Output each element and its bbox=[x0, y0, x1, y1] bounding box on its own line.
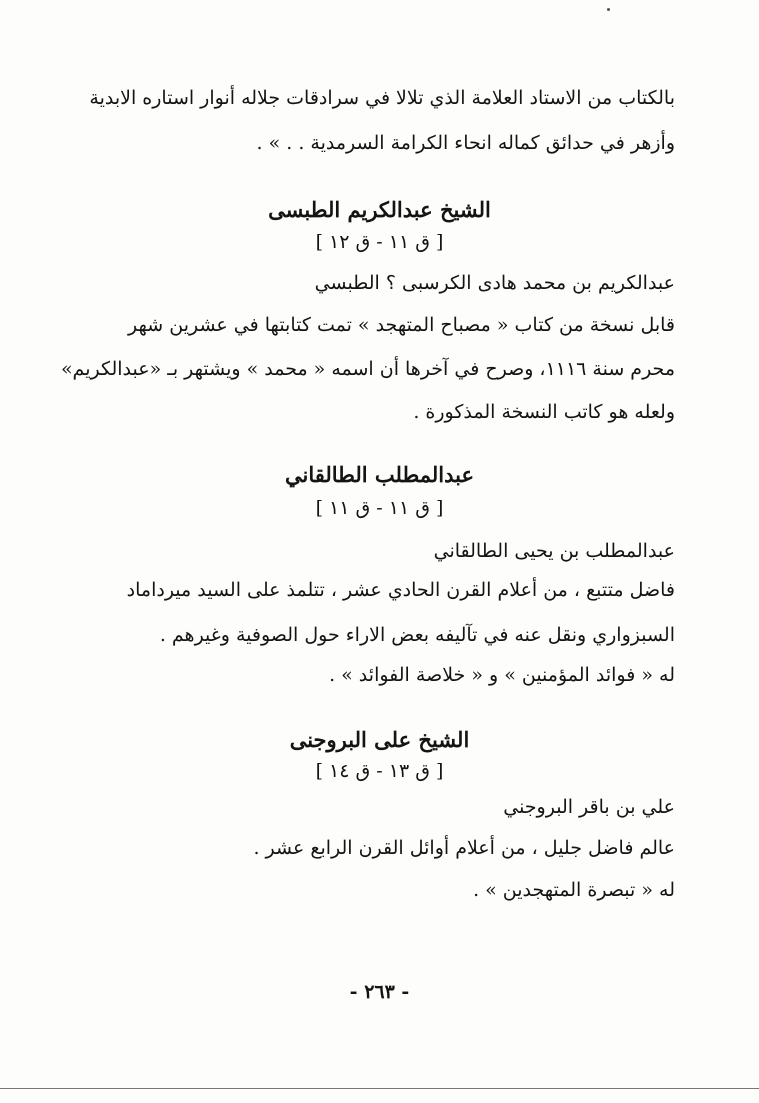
entry-line: ولعله هو كاتب النسخة المذكورة . bbox=[413, 401, 675, 423]
entry-title: الشيخ عبدالكريم الطبسى bbox=[268, 197, 491, 222]
entry-line: فاضل متتبع ، من أعلام القرن الحادي عشر ، تتلمذ على السيد ميرداماد bbox=[126, 579, 675, 601]
entry-line: عالم فاضل جليل ، من أعلام أوائل القرن الرابع عشر . bbox=[253, 837, 675, 859]
entry-dates: [ ق ١١ - ق ١١ ] bbox=[315, 497, 444, 519]
entry-line: عبدالكريم بن محمد هادى الكرسبى ؟ الطبسي bbox=[314, 272, 675, 294]
entry-line: عبدالمطلب بن يحيى الطالقاني bbox=[433, 540, 675, 562]
entry-title: الشيخ على البروجنى bbox=[289, 727, 470, 752]
entry-line: له « فوائد المؤمنين » و « خلاصة الفوائد » . bbox=[329, 664, 675, 686]
intro-line-1: بالكتاب من الاستاد العلامة الذي تلالا في سرادقات جلاله أنوار استاره الابدية bbox=[89, 87, 675, 109]
entry-line: قابل نسخة من كتاب « مصباح المتهجد » تمت كتابتها في عشرين شهر bbox=[128, 314, 675, 336]
entry-dates: [ ق ١٣ - ق ١٤ ] bbox=[315, 760, 444, 782]
entry-line: السبزواري ونقل عنه في تآليفه بعض الاراء حول الصوفية وغيرهم . bbox=[159, 624, 675, 646]
intro-line-2: وأزهر في حدائق كماله انحاء الكرامة السرمدية . . » . bbox=[256, 132, 675, 154]
entry-title: عبدالمطلب الطالقاني bbox=[285, 462, 474, 487]
entry-line: محرم سنة ١١١٦، وصرح في آخرها أن اسمه « محمد » ويشتهر بـ «عبدالكريم» bbox=[60, 358, 675, 380]
page-number: - ٢٦٣ - bbox=[349, 981, 410, 1003]
bottom-rule bbox=[0, 1088, 759, 1089]
page-speck bbox=[607, 8, 610, 11]
entry-dates: [ ق ١١ - ق ١٢ ] bbox=[315, 231, 444, 253]
entry-line: له « تبصرة المتهجدين » . bbox=[473, 879, 675, 901]
entry-line: علي بن باقر البروجني bbox=[503, 796, 675, 818]
